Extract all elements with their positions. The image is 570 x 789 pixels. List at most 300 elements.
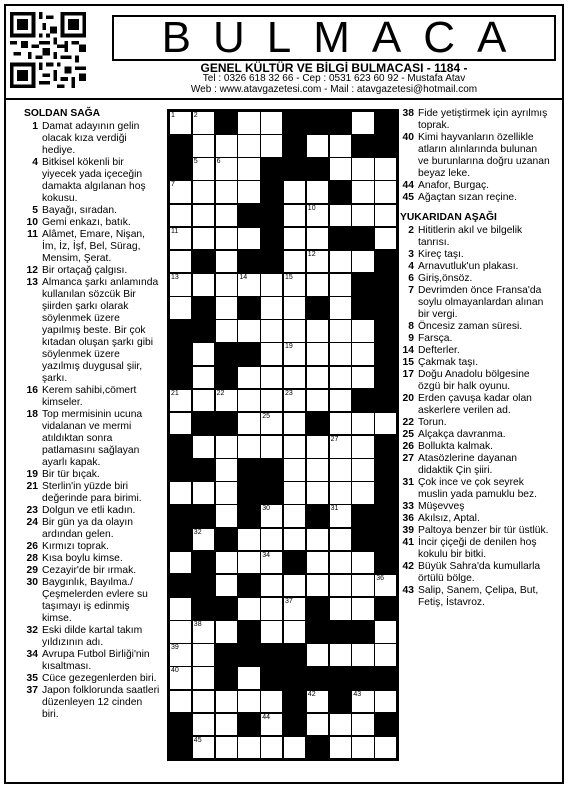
grid-cell[interactable] bbox=[283, 296, 306, 320]
clue-text: Salip, Sanem, Çelipa, But, Fetiş, İstavroz. bbox=[418, 585, 539, 608]
clue-number: 34 bbox=[26, 649, 38, 660]
grid-cell[interactable] bbox=[169, 250, 192, 274]
grid-cell[interactable] bbox=[351, 204, 374, 228]
grid-cell[interactable] bbox=[306, 389, 329, 413]
grid-cell[interactable] bbox=[351, 111, 374, 135]
grid-cell[interactable] bbox=[192, 389, 215, 413]
clue-item bbox=[24, 673, 160, 685]
cell-number: 31 bbox=[330, 505, 339, 513]
grid-cell[interactable] bbox=[351, 574, 374, 598]
grid-cell[interactable] bbox=[215, 227, 238, 251]
grid-cell[interactable] bbox=[192, 435, 215, 459]
grid-cell[interactable] bbox=[237, 666, 260, 690]
grid-cell[interactable] bbox=[283, 180, 306, 204]
grid-cell[interactable] bbox=[306, 551, 329, 575]
grid-block bbox=[237, 250, 260, 274]
grid-cell[interactable] bbox=[192, 481, 215, 505]
cell-number: 13 bbox=[171, 274, 179, 281]
clue-item bbox=[24, 685, 160, 721]
grid-cell[interactable] bbox=[192, 180, 215, 204]
grid-cell[interactable] bbox=[215, 504, 238, 528]
clue-number: 41 bbox=[402, 537, 414, 548]
grid-cell[interactable] bbox=[283, 342, 306, 366]
grid-cell[interactable] bbox=[192, 342, 215, 366]
grid-cell[interactable] bbox=[237, 528, 260, 552]
grid-cell[interactable] bbox=[215, 134, 238, 158]
grid-cell[interactable] bbox=[329, 643, 352, 667]
grid-cell[interactable] bbox=[237, 111, 260, 135]
grid-block bbox=[283, 643, 306, 667]
grid-cell[interactable] bbox=[283, 273, 306, 297]
grid-cell[interactable] bbox=[329, 551, 352, 575]
grid-cell[interactable] bbox=[306, 273, 329, 297]
grid-cell[interactable] bbox=[169, 551, 192, 575]
grid-cell[interactable] bbox=[215, 713, 238, 737]
grid-cell[interactable] bbox=[215, 690, 238, 714]
clue-text: Eski dilde kartal takım yıldızının adı. bbox=[42, 625, 143, 648]
grid-cell[interactable] bbox=[306, 690, 329, 714]
grid-cell[interactable] bbox=[306, 250, 329, 274]
clue-text: Kısa boylu kimse. bbox=[42, 553, 123, 564]
grid-cell[interactable] bbox=[329, 319, 352, 343]
grid-cell[interactable] bbox=[215, 296, 238, 320]
clue-number: 31 bbox=[402, 477, 414, 488]
clue-item bbox=[24, 265, 160, 277]
grid-cell[interactable] bbox=[306, 458, 329, 482]
grid-block bbox=[215, 412, 238, 436]
grid-cell[interactable] bbox=[351, 157, 374, 181]
grid-cell[interactable] bbox=[374, 620, 397, 644]
grid-block bbox=[169, 157, 192, 181]
clue-text: Doğu Anadolu bölgesine özgü bir halk oyunu. bbox=[418, 369, 530, 392]
grid-cell[interactable] bbox=[237, 551, 260, 575]
grid-cell[interactable] bbox=[169, 273, 192, 297]
grid-block bbox=[192, 504, 215, 528]
clue-item bbox=[24, 229, 160, 265]
clue-number: 37 bbox=[26, 685, 38, 696]
grid-cell[interactable] bbox=[260, 574, 283, 598]
grid-cell[interactable] bbox=[306, 204, 329, 228]
grid-block bbox=[374, 551, 397, 575]
clue-item bbox=[400, 108, 550, 132]
grid-cell[interactable] bbox=[215, 736, 238, 760]
grid-cell[interactable] bbox=[283, 389, 306, 413]
grid-cell[interactable] bbox=[283, 412, 306, 436]
grid-cell[interactable] bbox=[351, 597, 374, 621]
grid-cell[interactable] bbox=[169, 296, 192, 320]
grid-cell[interactable] bbox=[306, 227, 329, 251]
cell-number: 6 bbox=[216, 158, 221, 166]
cell-number: 34 bbox=[262, 551, 270, 559]
grid-cell[interactable] bbox=[169, 620, 192, 644]
grid-cell[interactable] bbox=[169, 690, 192, 714]
grid-cell[interactable] bbox=[283, 366, 306, 390]
grid-cell[interactable] bbox=[283, 574, 306, 598]
grid-cell[interactable] bbox=[192, 157, 215, 181]
grid-cell[interactable] bbox=[237, 389, 260, 413]
clue-item bbox=[24, 517, 160, 541]
grid-cell[interactable] bbox=[260, 435, 283, 459]
grid-cell[interactable] bbox=[374, 180, 397, 204]
grid-cell[interactable] bbox=[260, 412, 283, 436]
grid-cell[interactable] bbox=[260, 319, 283, 343]
grid-cell[interactable] bbox=[351, 551, 374, 575]
grid-cell[interactable] bbox=[351, 736, 374, 760]
grid-cell[interactable] bbox=[192, 620, 215, 644]
grid-cell[interactable] bbox=[306, 481, 329, 505]
clue-text: Çok ince ve çok seyrek muslin yada pamuklu bez. bbox=[418, 477, 538, 500]
clue-number: 1 bbox=[32, 121, 38, 132]
grid-cell[interactable] bbox=[374, 157, 397, 181]
clue-item bbox=[400, 369, 550, 393]
grid-cell[interactable] bbox=[329, 204, 352, 228]
grid-cell[interactable] bbox=[329, 736, 352, 760]
grid-cell[interactable] bbox=[260, 713, 283, 737]
grid-cell[interactable] bbox=[374, 643, 397, 667]
grid-cell[interactable] bbox=[329, 458, 352, 482]
cell-number: 35 bbox=[193, 574, 202, 582]
cell-number: 16 bbox=[239, 297, 248, 305]
grid-cell[interactable] bbox=[260, 504, 283, 528]
grid-cell[interactable] bbox=[374, 574, 397, 598]
clue-number: 40 bbox=[402, 132, 414, 143]
grid-cell[interactable] bbox=[237, 134, 260, 158]
clue-item bbox=[24, 409, 160, 469]
grid-cell[interactable] bbox=[169, 643, 192, 667]
clue-item bbox=[400, 249, 550, 261]
grid-block bbox=[237, 342, 260, 366]
grid-cell[interactable] bbox=[237, 736, 260, 760]
grid-block bbox=[306, 412, 329, 436]
grid-cell[interactable] bbox=[329, 250, 352, 274]
grid-block bbox=[329, 666, 352, 690]
grid-cell[interactable] bbox=[215, 620, 238, 644]
grid-cell[interactable] bbox=[329, 157, 352, 181]
grid-block bbox=[215, 666, 238, 690]
cell-number: 25 bbox=[262, 412, 270, 420]
clue-text: Almanca şarkı anlamında kullanılan sözcük Bir şiirden şarkı olarak söylenmek üzere yapılmış beste. Bir çok kıtadan oluşan şarkı gibi söylenmek üzere yazılmış duygusal şiir, şarkı. bbox=[42, 277, 159, 384]
grid-block bbox=[260, 204, 283, 228]
grid-cell[interactable] bbox=[283, 435, 306, 459]
grid-block bbox=[329, 180, 352, 204]
grid-block bbox=[260, 458, 283, 482]
grid-cell[interactable] bbox=[329, 528, 352, 552]
grid-cell[interactable] bbox=[192, 227, 215, 251]
grid-cell[interactable] bbox=[283, 528, 306, 552]
grid-cell[interactable] bbox=[283, 736, 306, 760]
grid-cell[interactable] bbox=[215, 250, 238, 274]
grid-cell[interactable] bbox=[374, 227, 397, 251]
grid-cell[interactable] bbox=[169, 111, 192, 135]
grid-cell[interactable] bbox=[329, 435, 352, 459]
grid-cell[interactable] bbox=[215, 157, 238, 181]
grid-cell[interactable] bbox=[351, 180, 374, 204]
grid-cell[interactable] bbox=[260, 273, 283, 297]
clue-text: Büyük Sahra'da kumullarla örtülü bölge. bbox=[418, 561, 541, 584]
clue-text: Fide yetiştirmek için ayrılmış toprak. bbox=[418, 108, 548, 131]
grid-cell[interactable] bbox=[169, 180, 192, 204]
grid-cell[interactable] bbox=[260, 736, 283, 760]
clue-number: 32 bbox=[26, 625, 38, 636]
grid-cell[interactable] bbox=[260, 366, 283, 390]
clue-item bbox=[400, 429, 550, 441]
grid-cell[interactable] bbox=[169, 666, 192, 690]
grid-block bbox=[260, 157, 283, 181]
grid-cell[interactable] bbox=[306, 713, 329, 737]
clue-item bbox=[400, 357, 550, 369]
grid-cell[interactable] bbox=[374, 204, 397, 228]
grid-cell[interactable] bbox=[192, 528, 215, 552]
clue-number: 10 bbox=[26, 217, 38, 228]
grid-cell[interactable] bbox=[283, 597, 306, 621]
grid-cell[interactable] bbox=[329, 134, 352, 158]
grid-block bbox=[351, 227, 374, 251]
grid-cell[interactable] bbox=[192, 690, 215, 714]
grid-cell[interactable] bbox=[306, 643, 329, 667]
grid-cell[interactable] bbox=[260, 597, 283, 621]
clue-item bbox=[400, 393, 550, 417]
grid-cell[interactable] bbox=[351, 458, 374, 482]
cell-number: 18 bbox=[171, 343, 179, 351]
clue-text: Kerem sahibi,cömert kimseler. bbox=[42, 385, 137, 408]
clue-item bbox=[400, 345, 550, 357]
grid-block bbox=[215, 597, 238, 621]
clue-text: Torun. bbox=[418, 417, 447, 428]
clue-item bbox=[400, 225, 550, 249]
grid-cell[interactable] bbox=[169, 204, 192, 228]
grid-cell[interactable] bbox=[329, 389, 352, 413]
cell-number: 4 bbox=[285, 135, 289, 143]
grid-cell[interactable] bbox=[306, 574, 329, 598]
grid-block bbox=[374, 296, 397, 320]
grid-block bbox=[237, 204, 260, 228]
grid-cell[interactable] bbox=[329, 481, 352, 505]
grid-cell[interactable] bbox=[237, 435, 260, 459]
grid-cell[interactable] bbox=[329, 296, 352, 320]
grid-cell[interactable] bbox=[283, 204, 306, 228]
grid-cell[interactable] bbox=[351, 366, 374, 390]
grid-cell[interactable] bbox=[283, 504, 306, 528]
grid-cell[interactable] bbox=[260, 296, 283, 320]
grid-cell[interactable] bbox=[260, 528, 283, 552]
grid-block bbox=[306, 597, 329, 621]
clue-text: Sterlin'in yüzde biri değerinde para birimi. bbox=[42, 481, 142, 504]
grid-block bbox=[215, 111, 238, 135]
grid-cell[interactable] bbox=[237, 319, 260, 343]
grid-cell[interactable] bbox=[192, 666, 215, 690]
grid-cell[interactable] bbox=[237, 597, 260, 621]
grid-cell[interactable] bbox=[351, 435, 374, 459]
header-divider bbox=[4, 98, 564, 100]
grid-cell[interactable] bbox=[215, 435, 238, 459]
clue-item bbox=[24, 565, 160, 577]
grid-cell[interactable] bbox=[215, 389, 238, 413]
clue-number: 3 bbox=[408, 249, 414, 260]
grid-cell[interactable] bbox=[169, 481, 192, 505]
grid-cell[interactable] bbox=[283, 319, 306, 343]
grid-cell[interactable] bbox=[374, 690, 397, 714]
grid-cell[interactable] bbox=[351, 250, 374, 274]
grid-block bbox=[306, 620, 329, 644]
grid-cell[interactable] bbox=[169, 412, 192, 436]
grid-cell[interactable] bbox=[306, 528, 329, 552]
grid-cell[interactable] bbox=[260, 620, 283, 644]
grid-block bbox=[260, 643, 283, 667]
grid-block bbox=[351, 666, 374, 690]
grid-cell[interactable] bbox=[192, 713, 215, 737]
grid-cell[interactable] bbox=[237, 412, 260, 436]
grid-cell[interactable] bbox=[283, 481, 306, 505]
clue-number: 12 bbox=[26, 265, 38, 276]
clue-item bbox=[24, 469, 160, 481]
grid-cell[interactable] bbox=[351, 481, 374, 505]
grid-cell[interactable] bbox=[374, 412, 397, 436]
grid-cell[interactable] bbox=[329, 504, 352, 528]
grid-cell[interactable] bbox=[237, 157, 260, 181]
clue-number: 8 bbox=[408, 321, 414, 332]
clue-text: Alâmet, Emare, Nişan, İm, İz, İşf, Bel, Sürag, Mensim, Şerat. bbox=[42, 229, 146, 264]
clue-number: 13 bbox=[26, 277, 38, 288]
clue-text: Gemi enkazı, batık. bbox=[42, 217, 131, 228]
grid-cell[interactable] bbox=[192, 736, 215, 760]
cell-number: 29 bbox=[239, 482, 248, 490]
grid-cell[interactable] bbox=[351, 713, 374, 737]
grid-cell[interactable] bbox=[215, 273, 238, 297]
grid-cell[interactable] bbox=[260, 389, 283, 413]
clue-item bbox=[24, 481, 160, 505]
clue-number: 42 bbox=[402, 561, 414, 572]
cell-number: 5 bbox=[193, 158, 198, 166]
grid-cell[interactable] bbox=[169, 389, 192, 413]
clue-number: 16 bbox=[26, 385, 38, 396]
grid-cell[interactable] bbox=[215, 319, 238, 343]
grid-block bbox=[329, 690, 352, 714]
clue-text: Bir ortaçağ çalgısı. bbox=[42, 265, 128, 276]
grid-cell[interactable] bbox=[260, 111, 283, 135]
cell-number: 45 bbox=[193, 736, 202, 744]
cell-number: 1 bbox=[171, 112, 175, 119]
grid-cell[interactable] bbox=[260, 134, 283, 158]
clue-item bbox=[400, 273, 550, 285]
grid-block bbox=[169, 458, 192, 482]
grid-block bbox=[237, 620, 260, 644]
clue-number: 45 bbox=[402, 192, 414, 203]
grid-cell[interactable] bbox=[283, 227, 306, 251]
cell-number: 24 bbox=[216, 412, 225, 420]
grid-block bbox=[260, 180, 283, 204]
grid-block bbox=[283, 134, 306, 158]
cell-number: 3 bbox=[376, 112, 381, 119]
grid-block bbox=[374, 366, 397, 390]
grid-cell[interactable] bbox=[329, 342, 352, 366]
grid-cell[interactable] bbox=[192, 273, 215, 297]
grid-cell[interactable] bbox=[215, 204, 238, 228]
across-clues-column bbox=[24, 108, 160, 721]
clue-text: Bir tür bıçak. bbox=[42, 469, 100, 480]
grid-cell[interactable] bbox=[306, 342, 329, 366]
grid-block bbox=[283, 111, 306, 135]
clue-number: 7 bbox=[408, 285, 414, 296]
grid-cell[interactable] bbox=[374, 736, 397, 760]
grid-cell[interactable] bbox=[237, 227, 260, 251]
grid-cell[interactable] bbox=[306, 319, 329, 343]
grid-cell[interactable] bbox=[351, 690, 374, 714]
clue-text: Damat adayının gelin olacak kıza verdiği hediye. bbox=[42, 121, 140, 156]
clue-item bbox=[24, 625, 160, 649]
grid-block bbox=[329, 227, 352, 251]
grid-cell[interactable] bbox=[329, 597, 352, 621]
grid-cell[interactable] bbox=[329, 273, 352, 297]
cell-number: 7 bbox=[171, 181, 175, 189]
grid-cell[interactable] bbox=[260, 690, 283, 714]
clue-text: Dolgun ve etli kadın. bbox=[42, 505, 136, 516]
grid-cell[interactable] bbox=[283, 250, 306, 274]
grid-cell[interactable] bbox=[329, 412, 352, 436]
grid-cell[interactable] bbox=[351, 342, 374, 366]
grid-cell[interactable] bbox=[237, 366, 260, 390]
grid-cell[interactable] bbox=[215, 180, 238, 204]
grid-cell[interactable] bbox=[260, 551, 283, 575]
grid-cell[interactable] bbox=[192, 366, 215, 390]
grid-cell[interactable] bbox=[192, 643, 215, 667]
grid-cell[interactable] bbox=[306, 180, 329, 204]
clue-item bbox=[400, 477, 550, 501]
grid-cell[interactable] bbox=[192, 134, 215, 158]
grid-cell[interactable] bbox=[260, 342, 283, 366]
grid-cell[interactable] bbox=[351, 412, 374, 436]
clue-number: 26 bbox=[402, 441, 414, 452]
clue-text: Atasözlerine dayanan didaktik Çin şiiri. bbox=[418, 453, 518, 476]
grid-cell[interactable] bbox=[283, 458, 306, 482]
grid-block bbox=[306, 504, 329, 528]
grid-cell[interactable] bbox=[192, 204, 215, 228]
grid-cell[interactable] bbox=[215, 551, 238, 575]
grid-cell[interactable] bbox=[306, 366, 329, 390]
grid-block bbox=[215, 342, 238, 366]
grid-cell[interactable] bbox=[169, 597, 192, 621]
grid-cell[interactable] bbox=[215, 458, 238, 482]
grid-block bbox=[237, 504, 260, 528]
grid-cell[interactable] bbox=[215, 481, 238, 505]
grid-cell[interactable] bbox=[351, 643, 374, 667]
grid-cell[interactable] bbox=[237, 180, 260, 204]
clue-item bbox=[400, 453, 550, 477]
grid-block bbox=[260, 481, 283, 505]
grid-cell[interactable] bbox=[306, 134, 329, 158]
grid-cell[interactable] bbox=[329, 574, 352, 598]
grid-cell[interactable] bbox=[351, 319, 374, 343]
grid-cell[interactable] bbox=[329, 366, 352, 390]
grid-cell[interactable] bbox=[306, 435, 329, 459]
clue-item bbox=[400, 285, 550, 321]
clue-text: Defterler. bbox=[418, 345, 460, 356]
clue-item bbox=[24, 121, 160, 157]
clue-number: 14 bbox=[402, 345, 414, 356]
clue-text: Çakmak taşı. bbox=[418, 357, 479, 368]
grid-cell[interactable] bbox=[329, 713, 352, 737]
grid-cell[interactable] bbox=[283, 620, 306, 644]
clue-item bbox=[24, 157, 160, 205]
grid-block bbox=[283, 713, 306, 737]
grid-cell[interactable] bbox=[237, 273, 260, 297]
grid-block bbox=[169, 574, 192, 598]
grid-cell[interactable] bbox=[192, 111, 215, 135]
grid-cell[interactable] bbox=[237, 690, 260, 714]
grid-cell[interactable] bbox=[215, 574, 238, 598]
grid-block bbox=[192, 597, 215, 621]
cell-number: 14 bbox=[239, 274, 248, 281]
grid-cell[interactable] bbox=[169, 227, 192, 251]
